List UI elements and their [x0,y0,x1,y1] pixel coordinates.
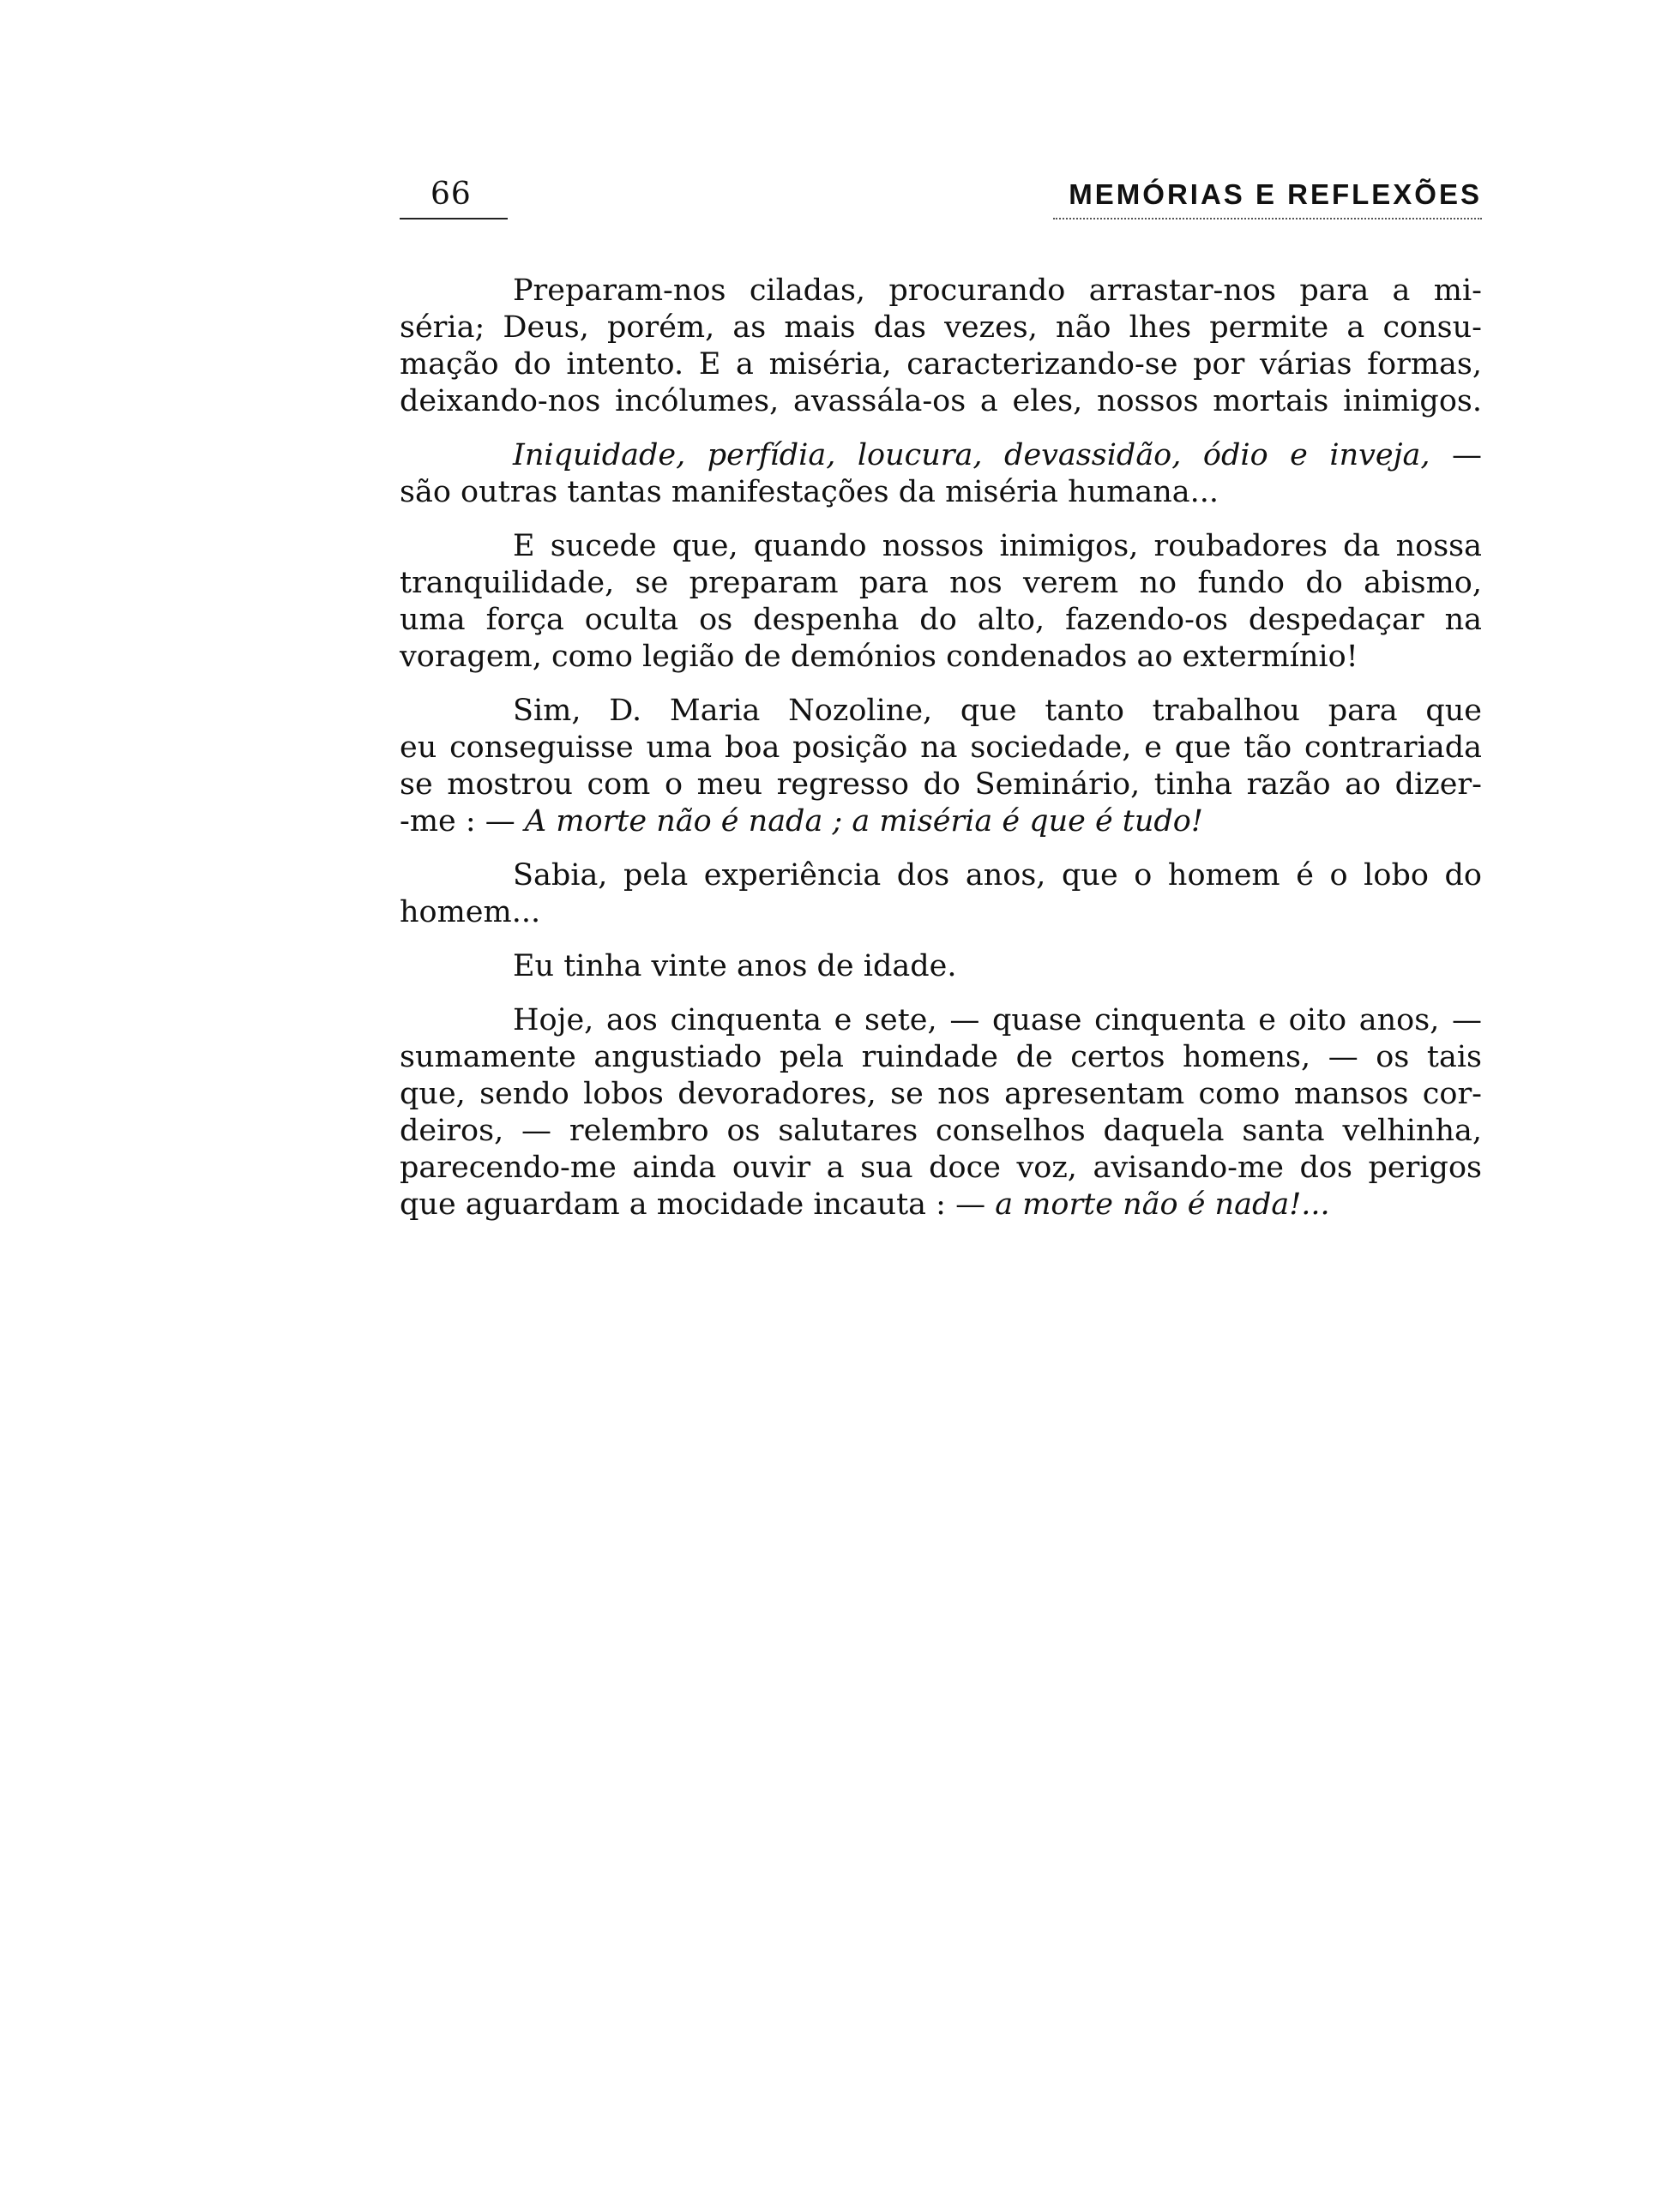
text-line: deixando-nos incólumes, avassála-os a eles, nossos mortais inimigos. [400,384,1482,418]
running-title: MEMÓRIAS E REFLEXÕES [1069,178,1482,210]
paragraph-6 [400,948,1482,985]
text-line: homem... [400,895,541,929]
text-line: sumamente angustiado pela ruindade de certos homens, — os tais [400,1040,1482,1074]
paragraph-5 [400,857,1482,931]
text-line: que, sendo lobos devoradores, se nos apresentam como mansos cor- [400,1077,1482,1111]
text-line: uma força oculta os despenha do alto, fazendo-os despedaçar na [400,603,1482,637]
text-line: Sim, D. Maria Nozoline, que tanto trabalhou para que [513,694,1482,728]
text-line: deiros, — relembro os salutares conselhos daquela santa velhinha, [400,1114,1482,1148]
paragraph-3 [400,528,1482,676]
text-line: parecendo-me ainda ouvir a sua doce voz, avisando-me dos perigos [400,1151,1482,1185]
page-number: 66 [431,177,472,212]
text-line [400,437,1482,474]
text-line: eu conseguisse uma boa posição na sociedade, e que tão contrariada [400,730,1482,765]
body-text [400,273,1482,1241]
line-prefix: que aguardam a mocidade incauta : — [400,1187,996,1222]
text-line [400,1187,1482,1223]
text-line: são outras tantas manifestações da miséria humana... [400,475,1219,509]
paragraph-1 [400,273,1482,420]
text-line: Sabia, pela experiência dos anos, que o homem é o lobo do [513,858,1482,893]
italic-quote: A morte não é nada ; a miséria é que é tudo! [524,804,1203,839]
text-line: se mostrou com o meu regresso do Seminário, tinha razão ao dizer- [400,767,1482,802]
text-line: séria; Deus, porém, as mais das vezes, não lhes permite a consu- [400,310,1482,345]
text-line: tranquilidade, se preparam para nos verem no fundo do abismo, [400,566,1482,600]
page-number-rule [400,218,508,219]
text-line: Hoje, aos cinquenta e sete, — quase cinquenta e oito anos, — [513,1003,1482,1037]
paragraph-4 [400,693,1482,840]
text-line: E sucede que, quando nossos inimigos, roubadores da nossa [513,529,1482,563]
paragraph-2 [400,437,1482,511]
line-prefix: -me : — [400,804,525,839]
running-title-rule [1053,218,1482,219]
dash: — [1430,438,1482,472]
text-line: Preparam-nos ciladas, procurando arrastar-nos para a mi- [513,273,1482,308]
italic-quote: a morte não é nada!... [995,1187,1330,1222]
text-line: voragem, como legião de demónios condenados ao extermínio! [400,640,1358,674]
text-line: mação do intento. E a miséria, caracterizando-se por várias formas, [400,347,1482,382]
page-header [400,170,1482,230]
text-line: Eu tinha vinte anos de idade. [513,949,957,983]
italic-phrase: Iniquidade, perfídia, loucura, devassidão, ódio e inveja, [513,438,1430,472]
text-line [400,803,1482,840]
paragraph-7 [400,1002,1482,1223]
